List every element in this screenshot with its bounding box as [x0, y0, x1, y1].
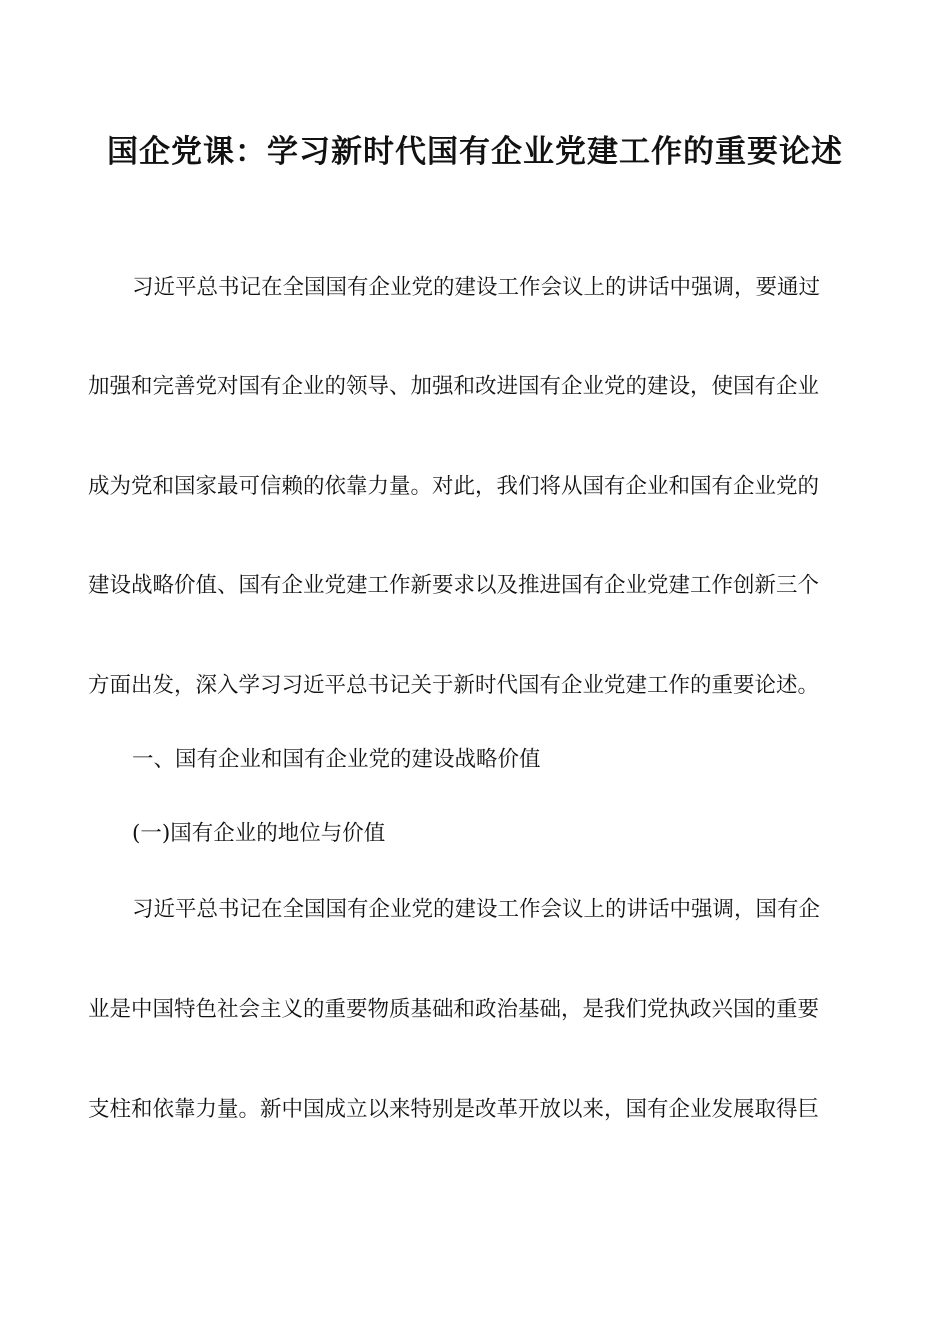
paragraph-2-line-2: 业是中国特色社会主义的重要物质基础和政治基础，是我们党执政兴国的重要 [88, 997, 820, 1022]
section-heading: 一、国有企业和国有企业党的建设战略价值 [132, 747, 541, 772]
paragraph-2-line-1: 习近平总书记在全国国有企业党的建设工作会议上的讲话中强调，国有企 [132, 897, 821, 922]
paragraph-1-line-2: 加强和完善党对国有企业的领导、加强和改进国有企业党的建设，使国有企业 [88, 374, 820, 399]
paragraph-1-line-5: 方面出发，深入学习习近平总书记关于新时代国有企业党建工作的重要论述。 [88, 673, 820, 698]
paragraph-1-line-1: 习近平总书记在全国国有企业党的建设工作会议上的讲话中强调，要通过 [132, 275, 821, 300]
subsection-heading: (一)国有企业的地位与价值 [132, 821, 386, 846]
paragraph-1-line-3: 成为党和国家最可信赖的依靠力量。对此，我们将从国有企业和国有企业党的 [88, 474, 820, 499]
paragraph-2-line-3: 支柱和依靠力量。新中国成立以来特别是改革开放以来，国有企业发展取得巨 [88, 1097, 820, 1122]
paragraph-1-line-4: 建设战略价值、国有企业党建工作新要求以及推进国有企业党建工作创新三个 [88, 573, 820, 598]
document-title: 国企党课：学习新时代国有企业党建工作的重要论述 [107, 134, 843, 170]
